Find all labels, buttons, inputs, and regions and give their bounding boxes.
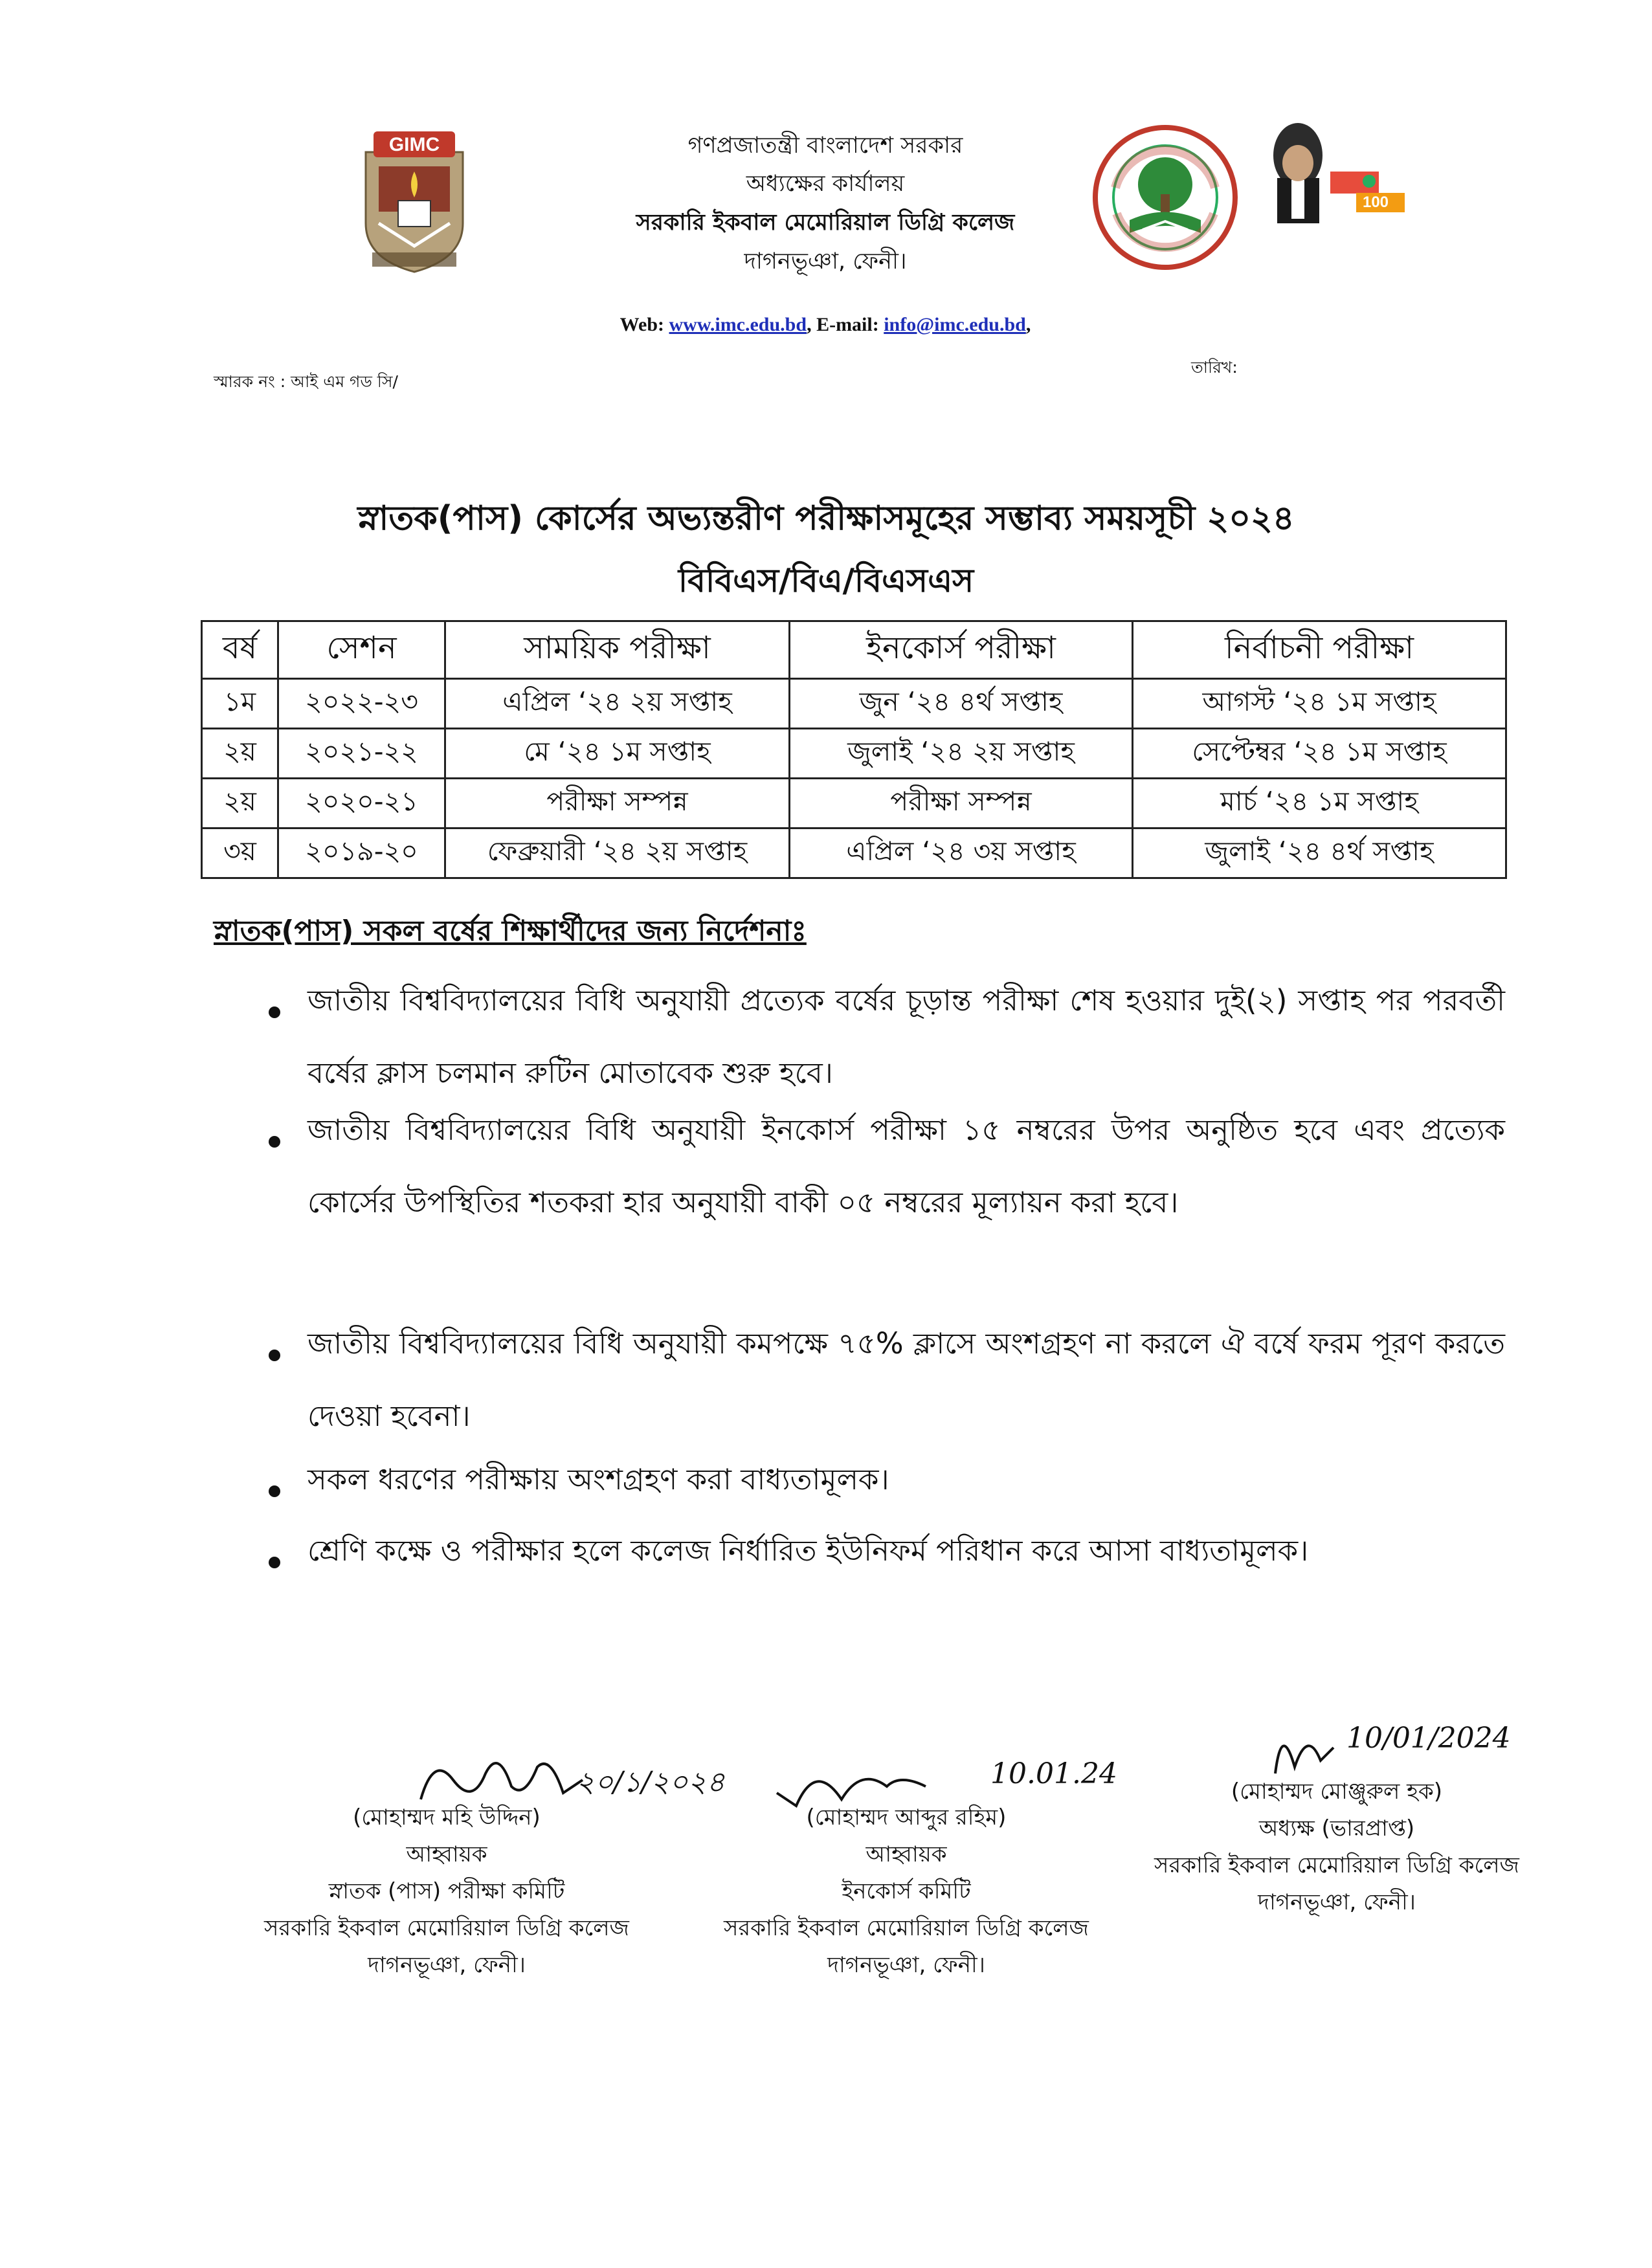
cell-periodic-exam: মে ‘২৪ ১ম সপ্তাহ bbox=[445, 729, 790, 779]
college-address: দাগনভূঞা, ফেনী। bbox=[744, 249, 907, 274]
signature-block-principal bbox=[1110, 1773, 1563, 1921]
instruction-item: জাতীয় বিশ্ববিদ্যালয়ের বিধি অনুযায়ী ইনকোর্স পরীক্ষা ১৫ নম্বরের উপর অনুষ্ঠিত হবে এবং প্রত্যেক কোর্সের উপস্থিতির শতকরা হার অনুযায়ী বাকী ০৫ নম্বরের মূল্যায়ন করা হবে। bbox=[307, 1113, 1505, 1219]
signatory-place: দাগনভূঞা, ফেনী। bbox=[827, 1952, 985, 1978]
signatory-name: (মোহাম্মদ আব্দুর রহিম) bbox=[806, 1805, 1007, 1830]
header-session: সেশন bbox=[278, 621, 445, 679]
cell-periodic-exam: এপ্রিল ‘২৪ ২য় সপ্তাহ bbox=[445, 679, 790, 729]
signatory-name: (মোহাম্মদ মোঞ্জুরুল হক) bbox=[1231, 1779, 1443, 1805]
header-periodic-exam: সাময়িক পরীক্ষা bbox=[445, 621, 790, 679]
signatory-college: সরকারি ইকবাল মেমোরিয়াল ডিগ্রি কলেজ bbox=[264, 1915, 629, 1941]
table-row bbox=[202, 779, 1506, 828]
table-row bbox=[202, 828, 1506, 878]
signatory-role: আহ্বায়ক bbox=[865, 1841, 947, 1867]
cell-session: ২০১৯-২০ bbox=[278, 828, 445, 878]
cell-session: ২০২০-২১ bbox=[278, 779, 445, 828]
cell-incourse-exam: জুন ‘২৪ ৪র্থ সপ্তাহ bbox=[790, 679, 1133, 729]
website-link[interactable]: www.imc.edu.bd bbox=[669, 314, 807, 335]
cell-incourse-exam: পরীক্ষা সম্পন্ন bbox=[790, 779, 1133, 828]
cell-year: ৩য় bbox=[202, 828, 278, 878]
campaign-logo bbox=[1091, 123, 1240, 272]
bullet-icon bbox=[269, 1136, 280, 1148]
signatory-college: সরকারি ইকবাল মেমোরিয়াল ডিগ্রি কলেজ bbox=[1154, 1852, 1519, 1878]
email-suffix: , bbox=[1025, 314, 1031, 335]
signatory-place: দাগনভূঞা, ফেনী। bbox=[1258, 1889, 1416, 1915]
date-label: তারিখ: bbox=[1191, 358, 1238, 377]
college-logo bbox=[359, 126, 469, 275]
email-label: , E-mail: bbox=[807, 314, 884, 335]
govt-name: গণপ্রজাতন্ত্রী বাংলাদেশ সরকার bbox=[687, 133, 963, 159]
cell-periodic-exam: পরীক্ষা সম্পন্ন bbox=[445, 779, 790, 828]
office-name: অধ্যক্ষের কার্যালয় bbox=[746, 171, 905, 197]
table-row bbox=[202, 729, 1506, 779]
signature-date: 10.01.24 bbox=[990, 1757, 1117, 1790]
cell-incourse-exam: এপ্রিল ‘২৪ ৩য় সপ্তাহ bbox=[790, 828, 1133, 878]
header-year: বর্ষ bbox=[202, 621, 278, 679]
instruction-item: জাতীয় বিশ্ববিদ্যালয়ের বিধি অনুযায়ী প্রত্যেক বর্ষের চূড়ান্ত পরীক্ষা শেষ হওয়ার দুই(২) সপ্তাহ পর পরবর্তী বর্ষের ক্লাস চলমান রুটিন মোতাবেক শুরু হবে। bbox=[307, 983, 1505, 1090]
signatory-role: আহ্বায়ক bbox=[406, 1841, 487, 1867]
svg-text:GIMC: GIMC bbox=[388, 134, 440, 155]
instruction-item: শ্রেণি কক্ষে ও পরীক্ষার হলে কলেজ নির্ধারিত ইউনিফর্ম পরিধান করে আসা বাধ্যতামূলক। bbox=[307, 1533, 1309, 1568]
email-link[interactable]: info@imc.edu.bd bbox=[884, 314, 1026, 335]
signatory-committee: স্নাতক (পাস) পরীক্ষা কমিটি bbox=[328, 1878, 565, 1904]
cell-incourse-exam: জুলাই ‘২৪ ২য় সপ্তাহ bbox=[790, 729, 1133, 779]
signature-date: 10/01/2024 bbox=[1346, 1722, 1511, 1755]
cell-test-exam: মার্চ ‘২৪ ১ম সপ্তাহ bbox=[1133, 779, 1506, 828]
signature-date: ২০/১/২০২৪ bbox=[576, 1766, 725, 1799]
signature-block-exam-committee bbox=[220, 1799, 673, 1984]
memo-reference: স্মারক নং : আই এম গড সি/ bbox=[214, 372, 398, 391]
instruction-item: সকল ধরণের পরীক্ষায় অংশগ্রহণ করা বাধ্যতামূলক। bbox=[307, 1462, 889, 1496]
bullet-icon bbox=[269, 1350, 280, 1361]
web-label: Web: bbox=[620, 314, 669, 335]
instruction-item: জাতীয় বিশ্ববিদ্যালয়ের বিধি অনুযায়ী কমপক্ষে ৭৫% ক্লাসে অংশগ্রহণ না করলে ঐ বর্ষে ফরম পূরণ করতে দেওয়া হবেনা। bbox=[307, 1326, 1505, 1433]
signature-block-incourse-committee bbox=[680, 1799, 1133, 1984]
cell-year: ১ম bbox=[202, 679, 278, 729]
header-test-exam: নির্বাচনী পরীক্ষা bbox=[1133, 621, 1506, 679]
memorial-logo bbox=[1266, 110, 1411, 227]
cell-periodic-exam: ফেব্রুয়ারী ‘২৪ ২য় সপ্তাহ bbox=[445, 828, 790, 878]
bullet-icon bbox=[269, 1485, 280, 1497]
document-subtitle: বিবিএস/বিএ/বিএসএস bbox=[678, 562, 974, 599]
table-row bbox=[202, 679, 1506, 729]
college-name: সরকারি ইকবাল মেমোরিয়াল ডিগ্রি কলেজ bbox=[636, 210, 1015, 236]
signatory-place: দাগনভূঞা, ফেনী। bbox=[368, 1952, 526, 1978]
bullet-icon bbox=[269, 1006, 280, 1018]
cell-test-exam: জুলাই ‘২৪ ৪র্থ সপ্তাহ bbox=[1133, 828, 1506, 878]
signatory-committee: ইনকোর্স কমিটি bbox=[842, 1878, 971, 1904]
cell-year: ২য় bbox=[202, 779, 278, 828]
signatory-role: অধ্যক্ষ (ভারপ্রাপ্ত) bbox=[1258, 1816, 1415, 1841]
svg-text:100: 100 bbox=[1362, 194, 1389, 211]
cell-test-exam: আগস্ট ‘২৪ ১ম সপ্তাহ bbox=[1133, 679, 1506, 729]
signatory-name: (মোহাম্মদ মহি উদ্দিন) bbox=[353, 1805, 541, 1830]
cell-session: ২০২২-২৩ bbox=[278, 679, 445, 729]
cell-test-exam: সেপ্টেম্বর ‘২৪ ১ম সপ্তাহ bbox=[1133, 729, 1506, 779]
cell-session: ২০২১-২২ bbox=[278, 729, 445, 779]
document-title: স্নাতক(পাস) কোর্সের অভ্যন্তরীণ পরীক্ষাসমূহের সম্ভাব্য সময়সূচী ২০২৪ bbox=[357, 499, 1295, 538]
bullet-icon bbox=[269, 1557, 280, 1568]
contact-line bbox=[550, 314, 1100, 336]
signatory-college: সরকারি ইকবাল মেমোরিয়াল ডিগ্রি কলেজ bbox=[724, 1915, 1089, 1941]
schedule-table bbox=[201, 620, 1507, 879]
table-header-row bbox=[202, 621, 1506, 679]
cell-year: ২য় bbox=[202, 729, 278, 779]
header-incourse-exam: ইনকোর্স পরীক্ষা bbox=[790, 621, 1133, 679]
instructions-heading: স্নাতক(পাস) সকল বর্ষের শিক্ষার্থীদের জন্য নির্দেশনাঃ bbox=[214, 915, 807, 948]
